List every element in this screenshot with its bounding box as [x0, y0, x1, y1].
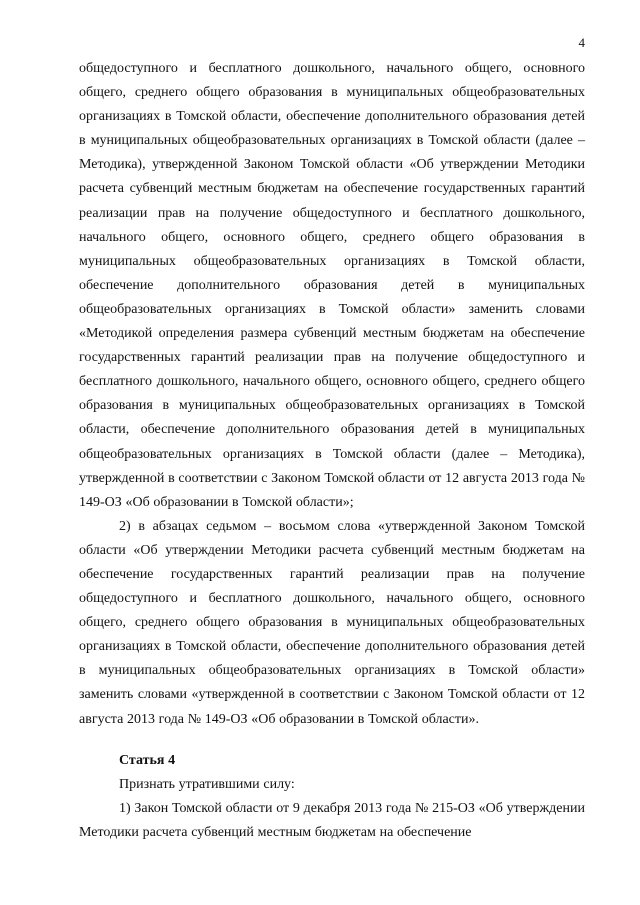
page-number: 4: [578, 35, 585, 50]
paragraph-continuation: общедоступного и бесплатного дошкольного, начального общего, основного общего, среднего общего образования в муниципальных общеобразовательных организациях в Томской области, обеспечение дополнительного образования детей в муниципальных общеобразовательных организациях в Томской области (далее – Методика), утвержденной Законом Томской области «Об утверждении Методики расчета субвенций местным бюджетам на обеспечение государственных гарантий реализации прав на получение общедоступного и бесплатного дошкольного, начального общего, основного общего, среднего общего образования в муниципальных общеобразовательных организациях в Томской области, обеспечение дополнительного образования детей в муниципальных общеобразовательных организациях в Томской области» заменить словами «Методикой определения размера субвенций местным бюджетам на обеспечение государственных гарантий реализации прав на получение общедоступного и бесплатного дошкольного, начального общего, основного общего, среднего общего образования в муниципальных общеобразовательных организациях в Томской области, обеспечение дополнительного образования детей в муниципальных общеобразовательных организациях в Томской области (далее – Методика), утвержденной в соответствии с Законом Томской области от 12 августа 2013 года № 149-ОЗ «Об образовании в Томской области»;: [79, 61, 585, 510]
document-body: [79, 57, 585, 845]
paragraph-repeal-intro: Признать утратившими силу:: [119, 776, 295, 792]
paragraph-repeal-item-1: 1) Закон Томской области от 9 декабря 2013 года № 215-ОЗ «Об утверждении Методики расчета субвенций местным бюджетам на обеспечение: [79, 800, 585, 840]
article-heading: Статья 4: [119, 752, 176, 768]
paragraph-item-2: 2) в абзацах седьмом – восьмом слова «утвержденной Законом Томской области «Об утверждении Методики расчета субвенций местным бюджетам на обеспечение государственных гарантий реализации прав на получение общедоступного и бесплатного дошкольного, начального общего, основного общего, среднего общего образования в муниципальных общеобразовательных организациях в Томской области, обеспечение дополнительного образования детей в муниципальных общеобразовательных организациях в Томской области» заменить словами «утвержденной в соответствии с Законом Томской области от 12 августа 2013 года № 149-ОЗ «Об образовании в Томской области».: [79, 518, 585, 727]
